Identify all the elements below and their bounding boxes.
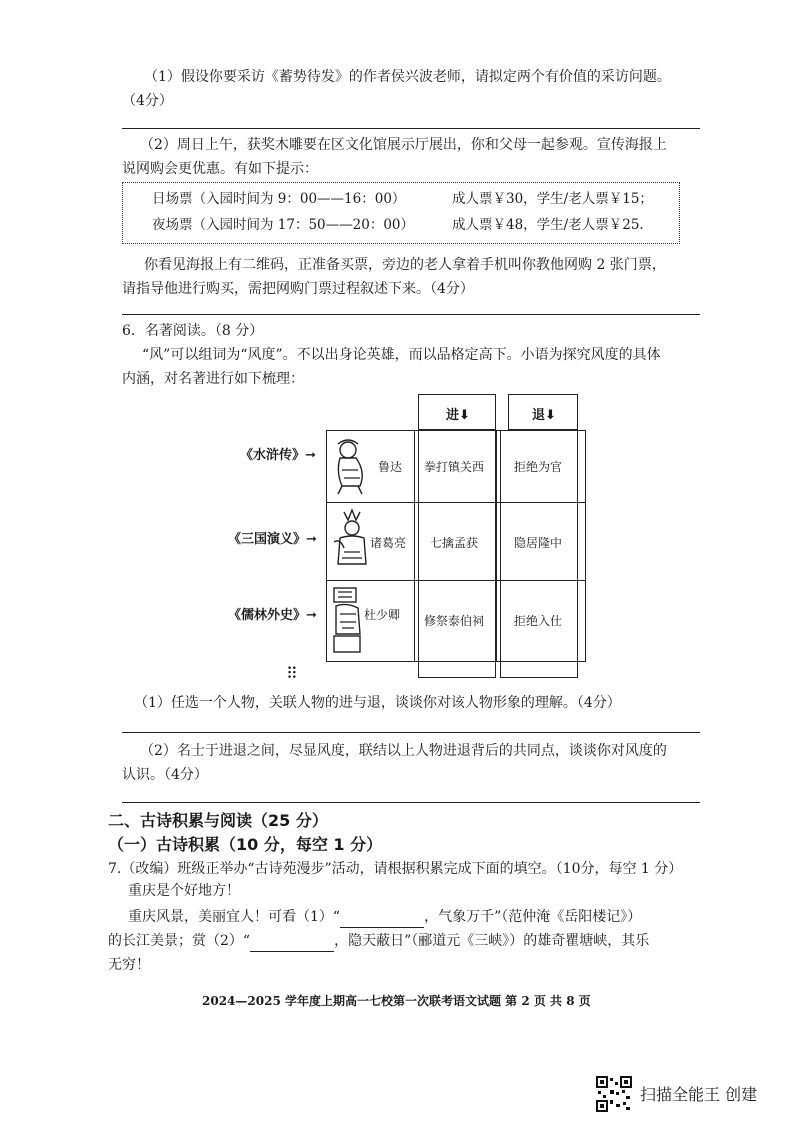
fill-blank-1[interactable] — [340, 911, 424, 928]
answer-line — [122, 732, 700, 733]
zhuge-liang-portrait — [330, 508, 374, 574]
section2-title: 二、古诗积累与阅读（25 分） — [108, 811, 328, 830]
q7-line3 — [128, 906, 641, 928]
q6-title: 6．名著阅读。（8 分） — [122, 323, 264, 339]
q7-line3-end: ，气象万千”（范仲淹《岳阳楼记》） — [424, 909, 642, 925]
more-rows-ellipsis: ⠿ — [286, 664, 298, 683]
q5-part1-line1: （1）假设你要采访《蓄势待发》的作者侯兴波老师，请拟定两个有价值的采访问题。 — [144, 69, 671, 85]
person-name: 鲁达 — [378, 460, 403, 474]
ticket-night-name: 夜场票（入园时间为 17：50——20：00） — [152, 217, 415, 233]
header-retreat: 退⬇ — [532, 408, 556, 423]
book-label-shuihu: 《水浒传》➞ — [240, 448, 316, 463]
q5-part1-line2: （4分） — [122, 93, 173, 109]
answer-line — [122, 128, 700, 129]
advance-cell: 七擒孟获 — [430, 536, 479, 550]
q5-part2-line1: （2）周日上午，获奖木雕要在区文化馆展示厅展出，你和父母一起参观。宣传海报上 — [140, 137, 667, 153]
q5-part2-line4: 请指导他进行购买，需把网购门票过程叙述下来。（4分） — [122, 281, 474, 297]
q5-part2-line2: 说网购会更优惠。有如下提示： — [122, 161, 318, 177]
q7-line1: 7.（改编）班级正举办“古诗苑漫步”活动，请根据积累完成下面的填空。（10分，每空 1 分） — [108, 861, 683, 877]
page-footer: 2024—2025 学年度上期高一七校第一次联考语文试题 第 2 页 共 8 页 — [202, 994, 591, 1008]
ticket-day-name: 日场票（入园时间为 9：00——16：00） — [152, 191, 406, 207]
q7-line4-start: 的长江美景；赏（2）“ — [108, 933, 251, 949]
lu-da-portrait — [330, 436, 374, 496]
du-shaoqing-portrait — [330, 586, 366, 656]
advance-cell: 拳打镇关西 — [424, 460, 485, 474]
retreat-cell: 拒绝入仕 — [514, 614, 563, 628]
book-label-sanguo: 《三国演义》➞ — [228, 532, 317, 547]
advance-cell: 修祭泰伯祠 — [424, 614, 485, 628]
q6-sub2-line1: （2）名士于进退之间，尽显风度，联结以上人物进退背后的共同点，谈谈你对风度的 — [140, 743, 667, 759]
retreat-cell: 拒绝为官 — [514, 460, 563, 474]
q5-part2-line3: 你看见海报上有二维码，正准备买票，旁边的老人拿着手机叫你教他网购 2 张门票， — [144, 257, 666, 273]
book-label-rulin: 《儒林外史》➞ — [228, 608, 317, 623]
q7-line4-end: ，隐天蔽日”（郦道元《三峡》）的雄奇瞿塘峡，其乐 — [334, 933, 650, 949]
answer-line — [122, 802, 700, 803]
q6-intro-line2: 内涵，对名著进行如下梳理： — [122, 371, 304, 387]
q6-intro-line1: “风”可以组词为“风度”。不以出身论英雄，而以品格定高下。小语为探究风度的具体 — [142, 347, 661, 363]
q7-line2: 重庆是个好地方！ — [128, 883, 240, 899]
section2-subtitle: （一）古诗积累（10 分，每空 1 分） — [108, 835, 383, 854]
q6-sub2-line2: 认识。（4分） — [122, 767, 208, 783]
answer-line — [122, 314, 700, 315]
q7-line5: 无穷！ — [108, 957, 150, 973]
q7-line4 — [108, 930, 649, 952]
person-name: 杜少卿 — [364, 608, 401, 622]
table-divider — [496, 430, 497, 662]
person-name: 诸葛亮 — [370, 536, 407, 550]
header-advance: 进⬇ — [446, 408, 470, 423]
fill-blank-2[interactable] — [250, 935, 334, 952]
ticket-night-price: 成人票￥48，学生/老人票￥25. — [452, 217, 644, 233]
scanner-watermark: 扫描全能王 创建 — [640, 1085, 758, 1104]
q7-line3-start: 重庆风景，美丽宜人！可看（1）“ — [128, 909, 341, 925]
retreat-cell: 隐居隆中 — [514, 536, 563, 550]
qr-code-icon — [596, 1076, 632, 1112]
table-divider — [414, 430, 415, 662]
ticket-day-price: 成人票￥30，学生/老人票￥15； — [452, 191, 653, 207]
q6-sub1: （1）任选一个人物，关联人物的进与退，谈谈你对该人物形象的理解。（4分） — [134, 695, 621, 711]
